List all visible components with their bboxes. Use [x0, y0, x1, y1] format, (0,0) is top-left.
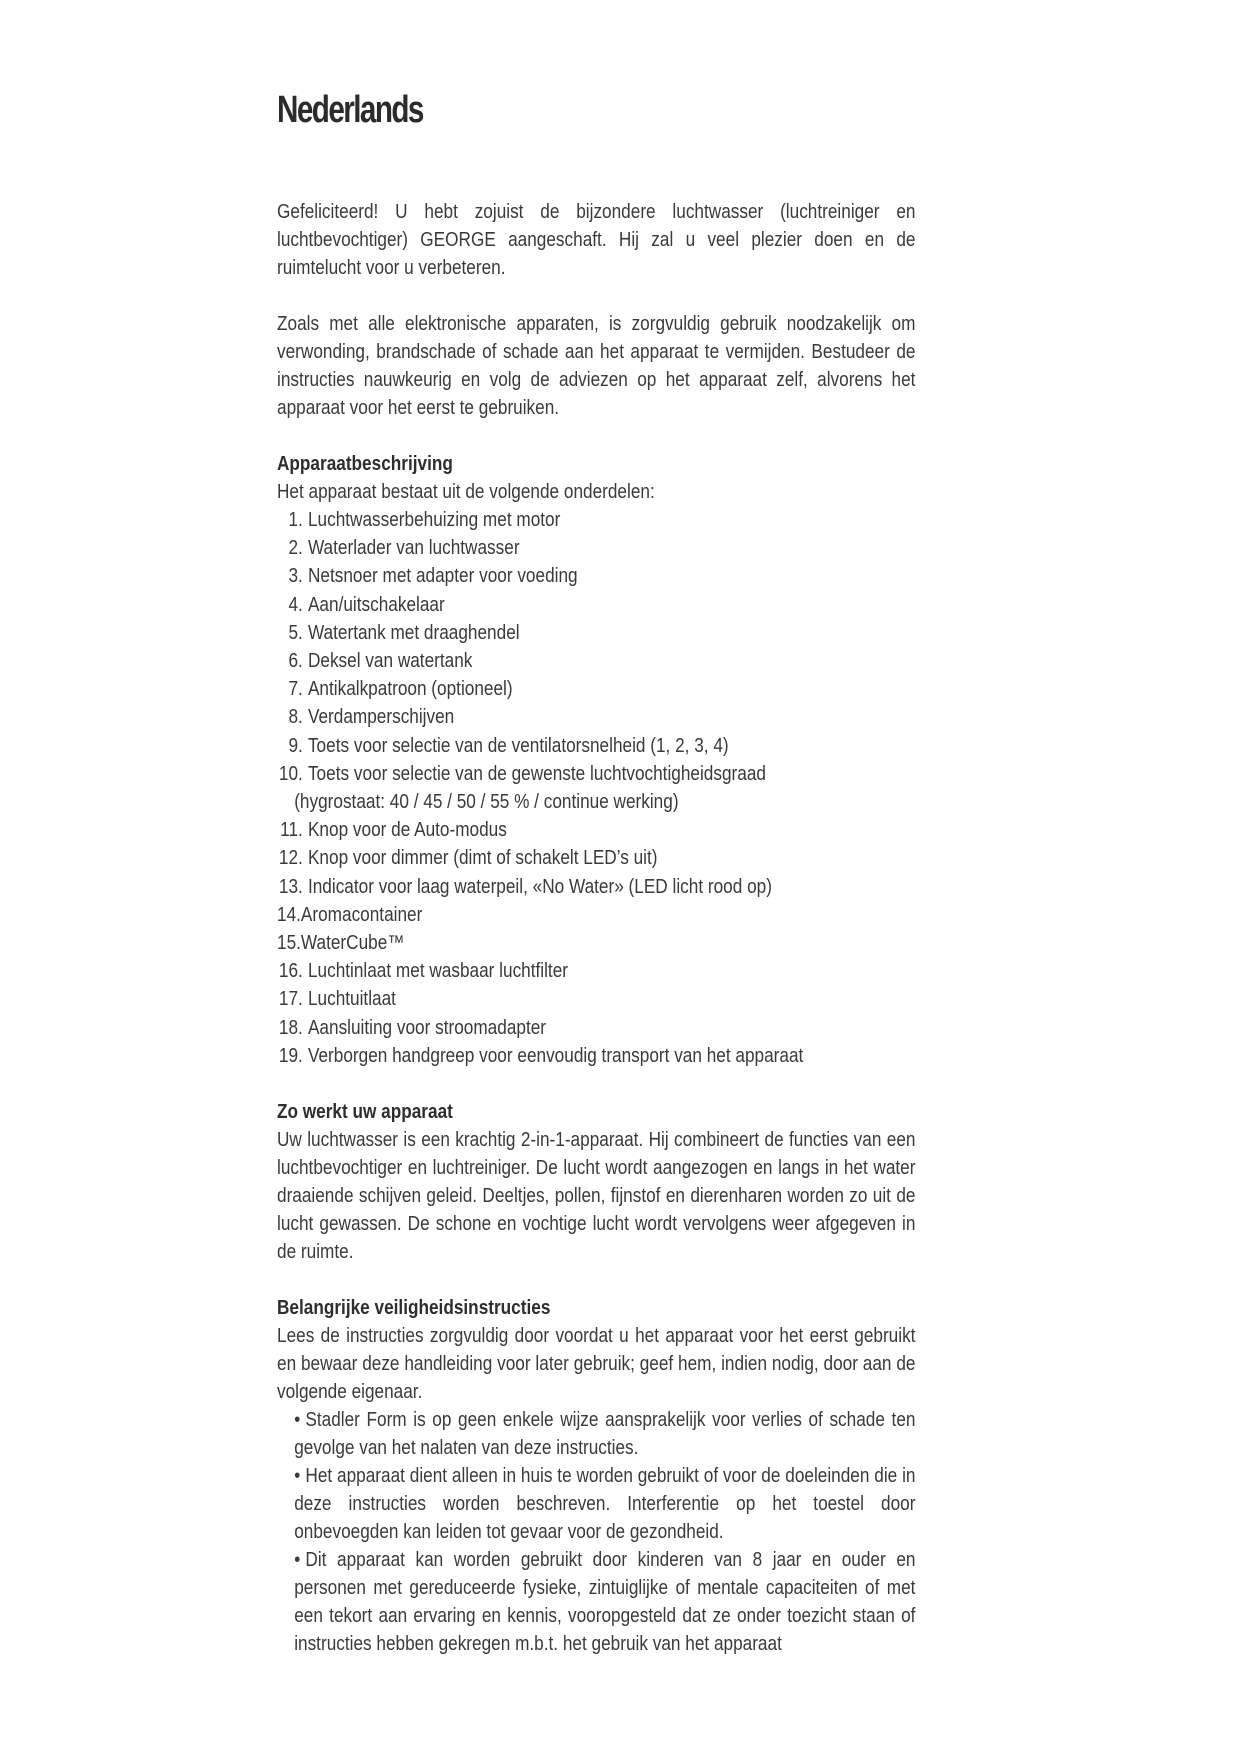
list-item — [277, 619, 915, 647]
list-item-number: 7. — [288, 678, 303, 701]
section-how-it-works — [277, 1098, 917, 1266]
section-intro-description: Het apparaat bestaat uit de volgende onderdelen: — [277, 481, 655, 503]
list-item — [277, 675, 915, 703]
safety-bullet-item — [277, 1406, 915, 1462]
list-item — [277, 873, 915, 901]
list-item-text: Antikalkpatroon (optioneel) — [307, 678, 513, 701]
list-item — [277, 703, 915, 731]
list-item — [277, 901, 915, 929]
list-item-number: 2. — [288, 537, 303, 560]
section-description — [277, 450, 917, 1070]
list-item-text: Knop voor de Auto-modus — [307, 819, 507, 842]
list-item — [277, 647, 915, 675]
list-item — [277, 957, 915, 985]
list-item-number: 15. — [277, 932, 301, 955]
list-item-number: 11. — [280, 819, 303, 842]
list-item-number: 14. — [277, 903, 301, 926]
list-item-number: 6. — [288, 650, 303, 673]
how-it-works-paragraph: Uw luchtwasser is een krachtig 2-in-1-apparaat. Hij combineert de functies van een luchtbevochtiger en luchtreiniger. De lucht wordt aangezogen en langs in het water draaiende schijven geleid. Deeltjes, pollen, fijnstof en dierenharen worden zo uit de lucht gewassen. De schone en vochtige lucht wordt vervolgens weer afgegeven in de ruimte. — [277, 1129, 916, 1264]
list-item-text: Waterlader van luchtwasser — [307, 537, 520, 560]
list-item-number: 12. — [278, 847, 303, 870]
list-item-number: 3. — [288, 565, 303, 588]
section-safety — [277, 1294, 917, 1658]
safety-bullet-item — [277, 1462, 915, 1546]
intro-paragraph-1: Gefeliciteerd! U hebt zojuist de bijzondere luchtwasser (luchtreiniger en luchtbevochtiger) GEORGE aangeschaft. Hij zal u veel plezier doen en de ruimtelucht voor u verbeteren. — [277, 201, 916, 279]
bullet-text: Het apparaat dient alleen in huis te worden gebruikt of voor de doeleinden die in deze instructies worden beschreven. Interferentie op het toestel door onbevoegden kan leiden tot gevaar voor de gezondheid. — [294, 1465, 916, 1544]
list-item-text: Toets voor selectie van de ventilatorsnelheid (1, 2, 3, 4) — [307, 734, 729, 757]
list-item-number: 10. — [278, 762, 303, 785]
list-item-text: Knop voor dimmer (dimt of schakelt LED’s uit) — [307, 847, 658, 870]
list-item — [277, 1042, 915, 1070]
list-item — [277, 816, 915, 844]
list-item-text: WaterCube™ — [300, 932, 405, 955]
safety-intro: Lees de instructies zorgvuldig door voordat u het apparaat voor het eerst gebruikt en bewaar deze handleiding voor later gebruik; geef hem, indien nodig, door aan de volgende eigenaar. — [277, 1325, 916, 1404]
list-item-text: Aan/uitschakelaar — [307, 593, 445, 616]
list-item-number: 5. — [288, 621, 303, 644]
list-item-number: 9. — [288, 734, 303, 757]
list-item-text: Toets voor selectie van de gewenste luchtvochtigheidsgraad — [307, 762, 766, 785]
list-item-number: 1. — [288, 509, 303, 531]
bullet-text: Dit apparaat kan worden gebruikt door kinderen van 8 jaar en ouder en personen met gereduceerde fysieke, zintuiglijke of mentale capaciteiten of met een tekort aan ervaring en kennis, vooropgesteld dat ze onder toezicht staan of instructies hebben gekregen m.b.t. het gebruik van het apparaat — [294, 1549, 916, 1656]
section-heading-description: Apparaatbeschrijving — [277, 453, 453, 475]
list-item — [277, 1014, 915, 1042]
bullet-icon: • — [294, 1549, 301, 1572]
list-item — [277, 534, 915, 562]
bullet-icon: • — [294, 1409, 301, 1432]
list-item-text: Aansluiting voor stroomadapter — [307, 1016, 547, 1039]
list-item-text: Luchtwasserbehuizing met motor — [307, 509, 561, 531]
list-item-text: Watertank met draaghendel — [307, 621, 520, 644]
list-item-continuation: (hygrostaat: 40 / 45 / 50 / 55 % / continue werking) — [294, 791, 679, 814]
list-item-text: Luchtinlaat met wasbaar luchtfilter — [307, 960, 569, 983]
parts-list — [277, 506, 915, 1070]
list-item-text: Indicator voor laag waterpeil, «No Water» (LED licht rood op) — [307, 875, 772, 898]
list-item — [277, 760, 915, 816]
page-title: Nederlands — [277, 89, 423, 131]
safety-bullet-list — [277, 1406, 915, 1658]
bullet-icon: • — [294, 1465, 301, 1488]
document-page — [277, 88, 917, 1658]
list-item-text: Luchtuitlaat — [307, 988, 396, 1011]
list-item-number: 19. — [278, 1044, 303, 1067]
list-item — [277, 591, 915, 619]
section-heading-safety: Belangrijke veiligheidsinstructies — [277, 1297, 551, 1320]
list-item-text: Netsnoer met adapter voor voeding — [307, 565, 578, 588]
list-item-number: 13. — [278, 875, 303, 898]
list-item-number: 4. — [288, 593, 303, 616]
list-item-text: Deksel van watertank — [307, 650, 473, 673]
safety-bullet-item — [277, 1546, 915, 1658]
list-item — [277, 562, 915, 590]
list-item-text: Verborgen handgreep voor eenvoudig transport van het apparaat — [307, 1044, 804, 1067]
list-item — [277, 985, 915, 1013]
list-item-number: 17. — [278, 988, 303, 1011]
list-item-number: 8. — [288, 706, 303, 729]
intro-paragraph-2: Zoals met alle elektronische apparaten, is zorgvuldig gebruik noodzakelijk om verwonding, brandschade of schade aan het apparaat te vermijden. Bestudeer de instructies nauwkeurig en volg de adviezen op het apparaat zelf, alvorens het apparaat voor het eerst te gebruiken. — [277, 313, 916, 419]
list-item — [277, 506, 915, 534]
list-item-text: Verdamperschijven — [307, 706, 455, 729]
list-item-text: Aromacontainer — [300, 903, 423, 926]
list-item — [277, 732, 915, 760]
bullet-text: Stadler Form is op geen enkele wijze aansprakelijk voor verlies of schade ten gevolge van het nalaten van deze instructies. — [294, 1409, 916, 1460]
list-item-number: 16. — [278, 960, 303, 983]
list-item-number: 18. — [278, 1016, 303, 1039]
list-item — [277, 929, 915, 957]
list-item — [277, 844, 915, 872]
section-heading-how-it-works: Zo werkt uw apparaat — [277, 1101, 453, 1124]
